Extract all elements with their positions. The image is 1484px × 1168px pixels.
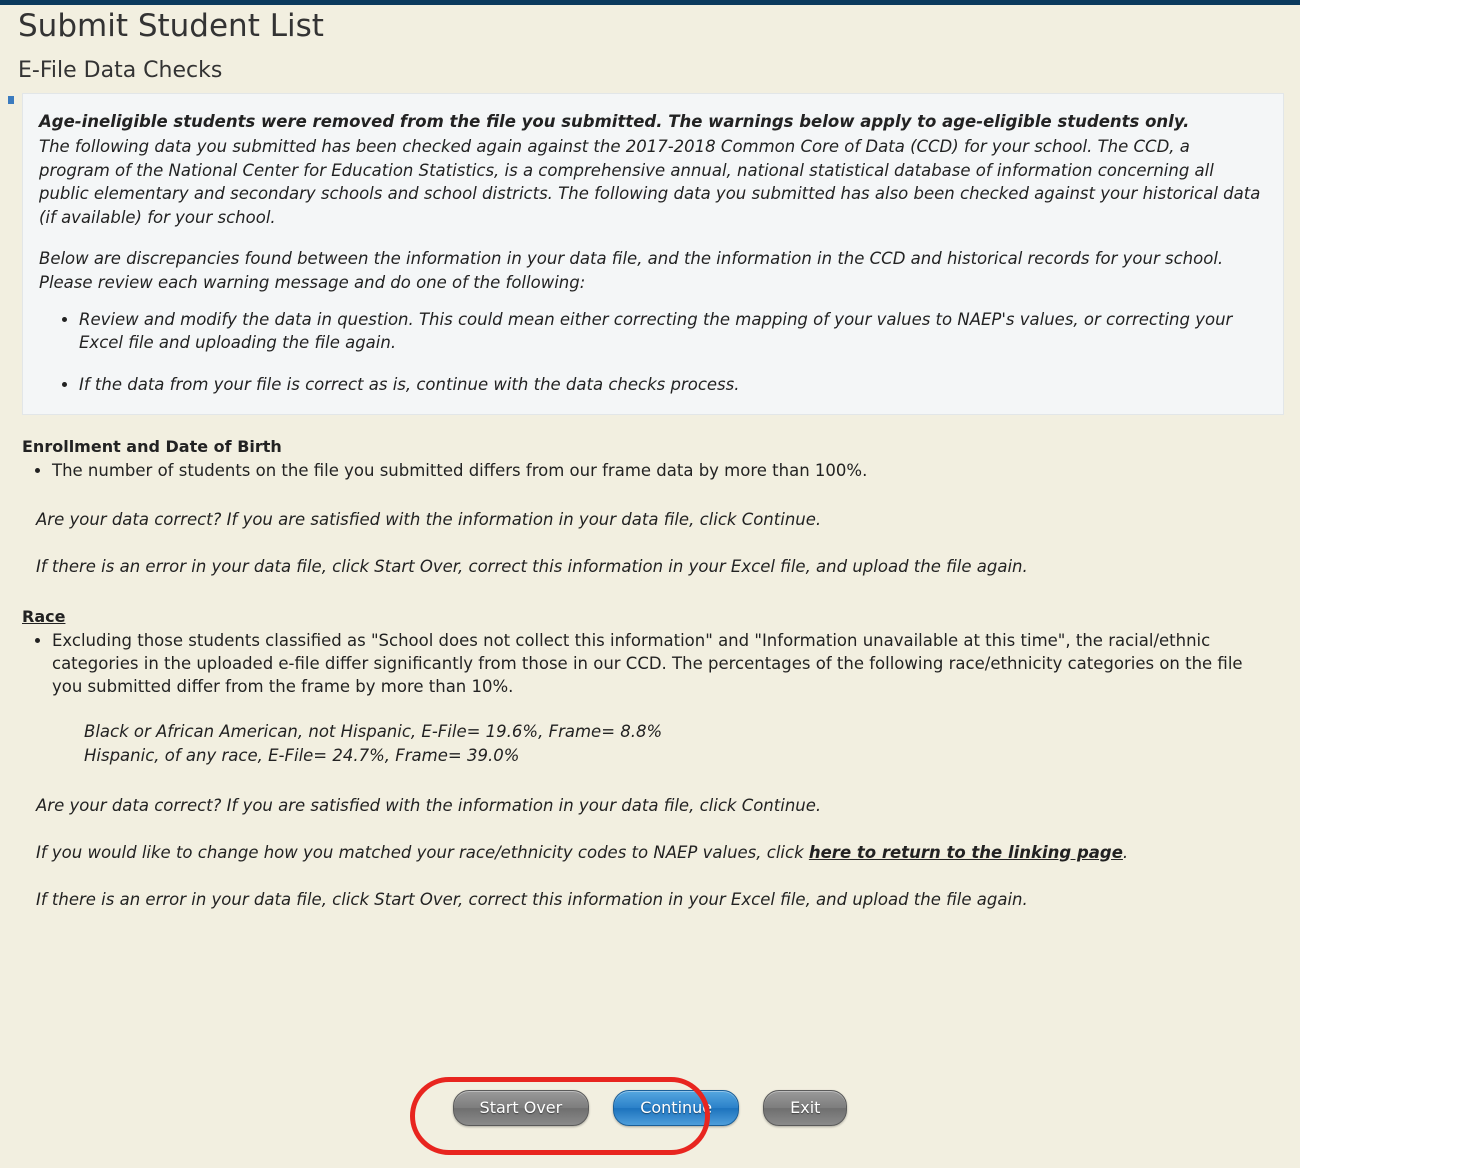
list-item: • Excluding those students classified as "School does not collect this information" and "Information unavailable at this time", the racial/ethnic categories in the uploaded e-file differ significantly from those in our CCD. The percentages of the following race/ethnicity categories on the file you submitted differ from the frame by more than 10%.	[52, 629, 1272, 698]
section-race	[22, 607, 1272, 911]
accent-marker-icon	[8, 96, 14, 104]
section-heading-enrollment: Enrollment and Date of Birth	[22, 437, 282, 457]
section-title: E-File Data Checks	[18, 58, 223, 83]
instructions-panel	[22, 93, 1284, 415]
page-title: Submit Student List	[18, 8, 324, 44]
section-heading-race: Race	[22, 606, 66, 626]
instructions-bullet-list	[39, 308, 1261, 396]
findings-list-race	[22, 629, 1272, 698]
action-button-row	[0, 1090, 1300, 1126]
start-over-button[interactable]: Start Over	[453, 1090, 590, 1126]
race-note-linking-prefix: If you would like to change how you matched your race/ethnicity codes to NAEP values, click	[36, 842, 809, 862]
section-enrollment-and-dob	[22, 437, 1272, 578]
race-statistic-row: Black or African American, not Hispanic, E-File= 19.6%, Frame= 8.8%	[84, 721, 663, 741]
instructions-lead-text: Age-ineligible students were removed from the file you submitted. The warnings below apply to age-eligible students only.	[39, 112, 1190, 131]
race-note-continue: Are your data correct? If you are satisfied with the information in your data file, click Continue.	[36, 795, 822, 815]
list-item: • The number of students on the file you submitted differs from our frame data by more than 100%.	[52, 459, 1272, 482]
list-item: • If the data from your file is correct as is, continue with the data checks process.	[79, 373, 1261, 396]
continue-button[interactable]: Continue	[613, 1090, 739, 1126]
findings-list-enrollment	[22, 459, 1272, 482]
race-note-linking-suffix: .	[1122, 842, 1129, 862]
race-note-start-over: If there is an error in your data file, click Start Over, correct this information in your Excel file, and upload the file again.	[36, 889, 1028, 909]
enrollment-note-continue: Are your data correct? If you are satisfied with the information in your data file, click Continue.	[36, 510, 822, 530]
instructions-paragraph-1: The following data you submitted has been checked again against the 2017-2018 Common Core of Data (CCD) for your school. The CCD, a program of the National Center for Education Statistics, is a comprehensive annual, national statistical database of information concerning all public elementary and secondary schools and school districts. The following data you submitted has also been checked against your historical data (if available) for your school.	[39, 137, 1261, 227]
race-statistics	[84, 720, 1272, 768]
race-statistic-row: Hispanic, of any race, E-File= 24.7%, Frame= 39.0%	[84, 745, 520, 765]
linking-page-link[interactable]: here to return to the linking page	[808, 842, 1123, 862]
list-item: • Review and modify the data in question. This could mean either correcting the mapping of your values to NAEP's values, or correcting your Excel file and uploading the file again.	[79, 308, 1261, 355]
enrollment-note-start-over: If there is an error in your data file, click Start Over, correct this information in your Excel file, and upload the file again.	[36, 557, 1028, 577]
page-right-gutter	[1300, 0, 1484, 1168]
race-note-linking	[36, 841, 1272, 864]
instructions-paragraph-2: Below are discrepancies found between the information in your data file, and the information in the CCD and historical records for your school. Please review each warning message and do one of the following:	[39, 249, 1224, 292]
exit-button[interactable]: Exit	[763, 1090, 847, 1126]
